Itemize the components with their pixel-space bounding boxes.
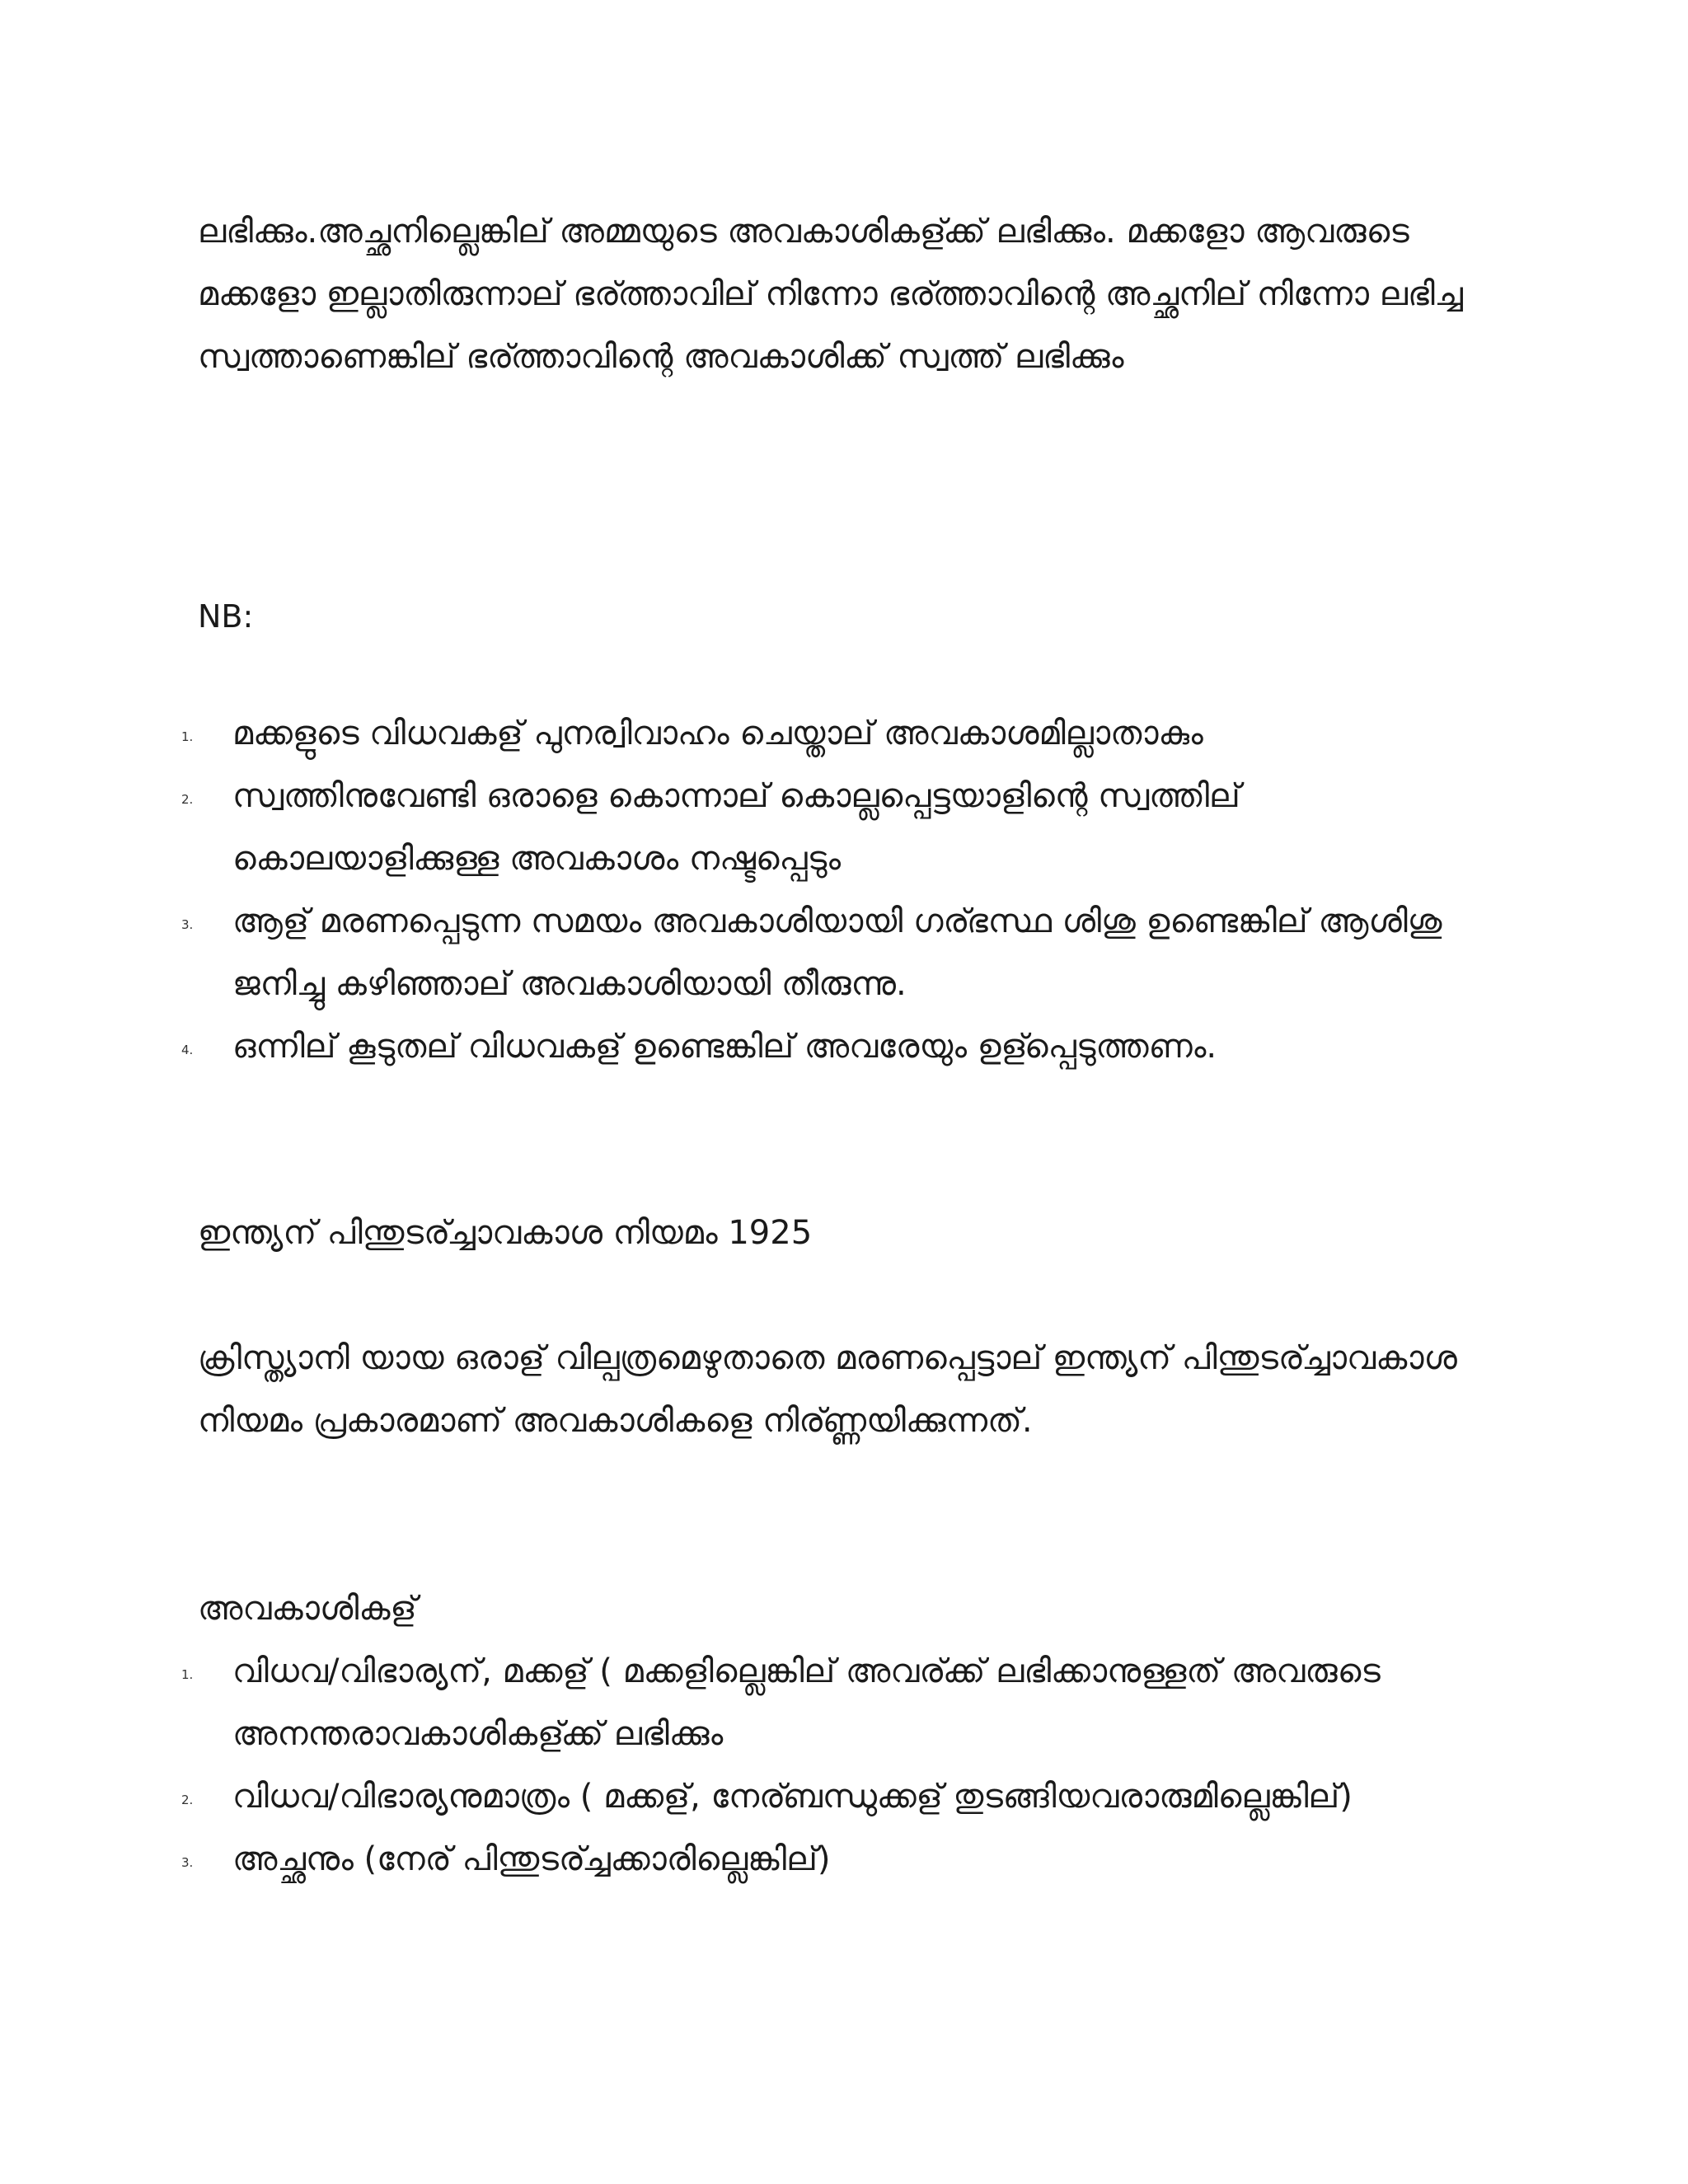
act-paragraph: ക്രിസ്ത്യാനി യായ ഒരാള് വില്പത്രമെഴുതാതെ മരണപ്പെട്ടാല് ഇന്ത്യന് പിന്തുടര്ച്ചാവകാശ നിയമം പ്രകാരമാണ് അവകാശികളെ നിര്ണ്ണയിക്കുന്നത്. [198, 1339, 1457, 1440]
list-item [181, 1640, 1500, 1765]
list-item [181, 1765, 1500, 1828]
list-item [181, 702, 1500, 765]
list-item-text: മക്കളുടെ വിധവകള് പുനര്വിവാഹം ചെയ്താല് അവകാശമില്ലാതാകും [232, 715, 1203, 752]
list-number: 4. [181, 1043, 194, 1057]
heirs-list [181, 1640, 1500, 1891]
list-number: 1. [181, 1667, 194, 1682]
nb-label: NB: [198, 598, 254, 635]
list-item [181, 890, 1500, 1015]
act-heading: ഇന്ത്യന് പിന്തുടര്ച്ചാവകാശ നിയമം 1925 [198, 1214, 813, 1252]
list-item-text: സ്വത്തിനുവേണ്ടി ഒരാളെ കൊന്നാല് കൊല്ലപ്പെട്ടയാളിന്റെ സ്വത്തില് കൊലയാളിക്കുള്ള അവകാശം നഷ്ടപ്പെടും [232, 777, 1240, 878]
intro-paragraph: ലഭിക്കും.അച്ഛനില്ലെങ്കില് അമ്മയുടെ അവകാശികള്ക്ക് ലഭിക്കും. മക്കളോ ആവരുടെ മക്കളോ ഇല്ലാതിരുന്നാല് ഭര്ത്താവില് നിന്നോ ഭര്ത്താവിന്റെ അച്ഛനില് നിന്നോ ലഭിച്ച സ്വത്താണെങ്കില് ഭര്ത്താവിന്റെ അവകാശിക്ക് സ്വത്ത് ലഭിക്കും [198, 213, 1464, 376]
list-number: 2. [181, 1793, 194, 1807]
list-number: 1. [181, 729, 194, 744]
list-item-text: വിധവ/വിഭാര്യനുമാത്രം ( മക്കള്, നേര്ബന്ധുക്കള് തുടങ്ങിയവരാരുമില്ലെങ്കില്) [232, 1778, 1353, 1816]
heirs-heading: അവകാശികള് [198, 1590, 417, 1628]
list-item [181, 765, 1500, 890]
list-item-text: അച്ഛനും (നേര് പിന്തുടര്ച്ചക്കാരില്ലെങ്കില്) [232, 1840, 831, 1878]
list-item [181, 1015, 1500, 1078]
nb-list [181, 702, 1500, 1078]
list-number: 2. [181, 792, 194, 807]
list-number: 3. [181, 917, 194, 932]
list-item [181, 1828, 1500, 1891]
list-item-text: ആള് മരണപ്പെടുന്ന സമയം അവകാശിയായി ഗര്ഭസ്ഥ ശിശു ഉണ്ടെങ്കില് ആശിശു ജനിച്ചു കഴിഞ്ഞാല് അവകാശിയായി തീരുന്നു. [232, 902, 1442, 1003]
list-number: 3. [181, 1855, 194, 1870]
list-item-text: ഒന്നില് കൂടുതല് വിധവകള് ഉണ്ടെങ്കില് അവരേയും ഉള്പ്പെടുത്തണം. [232, 1028, 1217, 1066]
list-item-text: വിധവ/വിഭാര്യന്, മക്കള് ( മക്കളില്ലെങ്കില് അവര്ക്ക് ലഭിക്കാനുള്ളത് അവരുടെ അനന്തരാവകാശികള്ക്ക് ലഭിക്കും [232, 1652, 1381, 1753]
